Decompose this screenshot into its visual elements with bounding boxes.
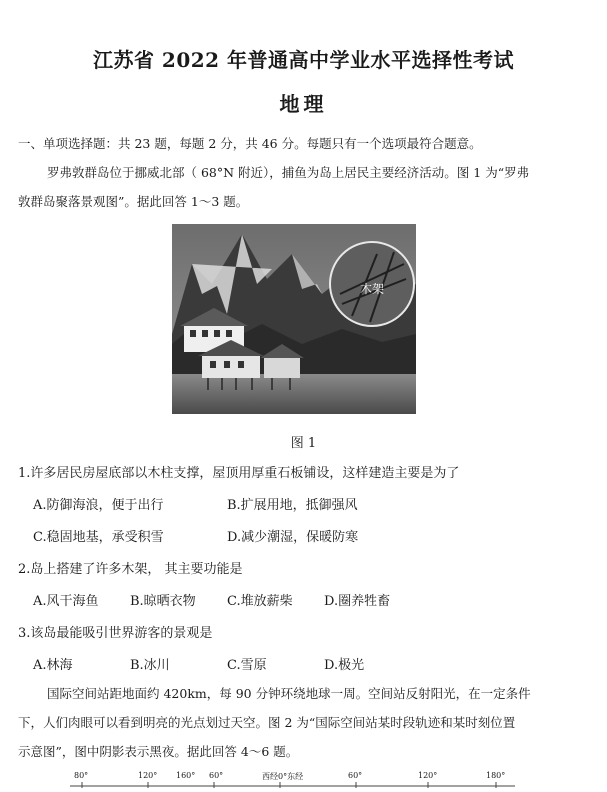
figure1-photo — [172, 224, 416, 414]
question-1-option-d: D.减少潮湿，保暖防寒 — [227, 530, 359, 545]
map-tick-label: 80° — [74, 771, 89, 780]
question-3-option-a: A.林海 — [33, 658, 73, 673]
figure2-map-top — [0, 770, 607, 788]
passage2-line3: 示意图”，图中阴影表示黑夜。据此回答 4～6 题。 — [18, 744, 299, 759]
question-2-option-d: D.圈养牲畜 — [324, 594, 391, 609]
question-3-option-d: D.极光 — [324, 658, 365, 673]
map-tick-label: 120° — [418, 771, 438, 780]
passage1-line1: 罗弗敦群岛位于挪威北部（ 68°N 附近），捕鱼为岛上居民主要经济活动。图 1 为“罗弗 — [47, 165, 530, 180]
map-tick-label: 60° — [348, 771, 363, 780]
question-3-option-c: C.雪原 — [227, 658, 267, 673]
question-3-stem: 3.该岛最能吸引世界游客的景观是 — [18, 626, 213, 641]
passage2-line1: 国际空间站距地面约 420km，每 90 分钟环绕地球一周。空间站反射阳光，在一定条件 — [47, 686, 531, 701]
map-tick-label: 西经0°东经 — [262, 772, 304, 781]
passage2-line2: 下，人们肉眼可以看到明亮的光点划过天空。图 2 为“国际空间站某时段轨迹和某时刻位置 — [18, 715, 516, 730]
question-1-option-c: C.稳固地基，承受积雪 — [33, 530, 164, 545]
exam-title: 江苏省 2022 年普通高中学业水平选择性考试 — [92, 48, 515, 72]
question-1-option-b: B.扩展用地，抵御强风 — [227, 498, 358, 513]
subject-title: 地理 — [279, 92, 328, 116]
map-tick-label: 120° — [138, 771, 158, 780]
question-2-option-c: C.堆放薪柴 — [227, 594, 293, 609]
map-tick-label: 160° — [176, 771, 196, 780]
question-1-stem: 1.许多居民房屋底部以木柱支撑，屋顶用厚重石板铺设，这样建造主要是为了 — [18, 466, 460, 481]
question-2-option-b: B.晾晒衣物 — [130, 594, 196, 609]
question-3-option-b: B.冰川 — [130, 658, 170, 673]
map-tick-label: 180° — [486, 771, 506, 780]
question-2-option-a: A.风干海鱼 — [33, 594, 99, 609]
inset-label: 木架 — [360, 282, 385, 296]
question-1-option-a: A.防御海浪，便于出行 — [33, 498, 164, 513]
figure1-caption: 图 1 — [290, 436, 317, 451]
section-heading: 一、单项选择题：共 23 题，每题 2 分，共 46 分。每题只有一个选项最符合题意。 — [18, 136, 482, 151]
passage1-line2: 敦群岛聚落景观图”。据此回答 1～3 题。 — [18, 194, 249, 209]
map-tick-label: 60° — [209, 771, 224, 780]
question-2-stem: 2.岛上搭建了许多木架， 其主要功能是 — [18, 562, 243, 577]
